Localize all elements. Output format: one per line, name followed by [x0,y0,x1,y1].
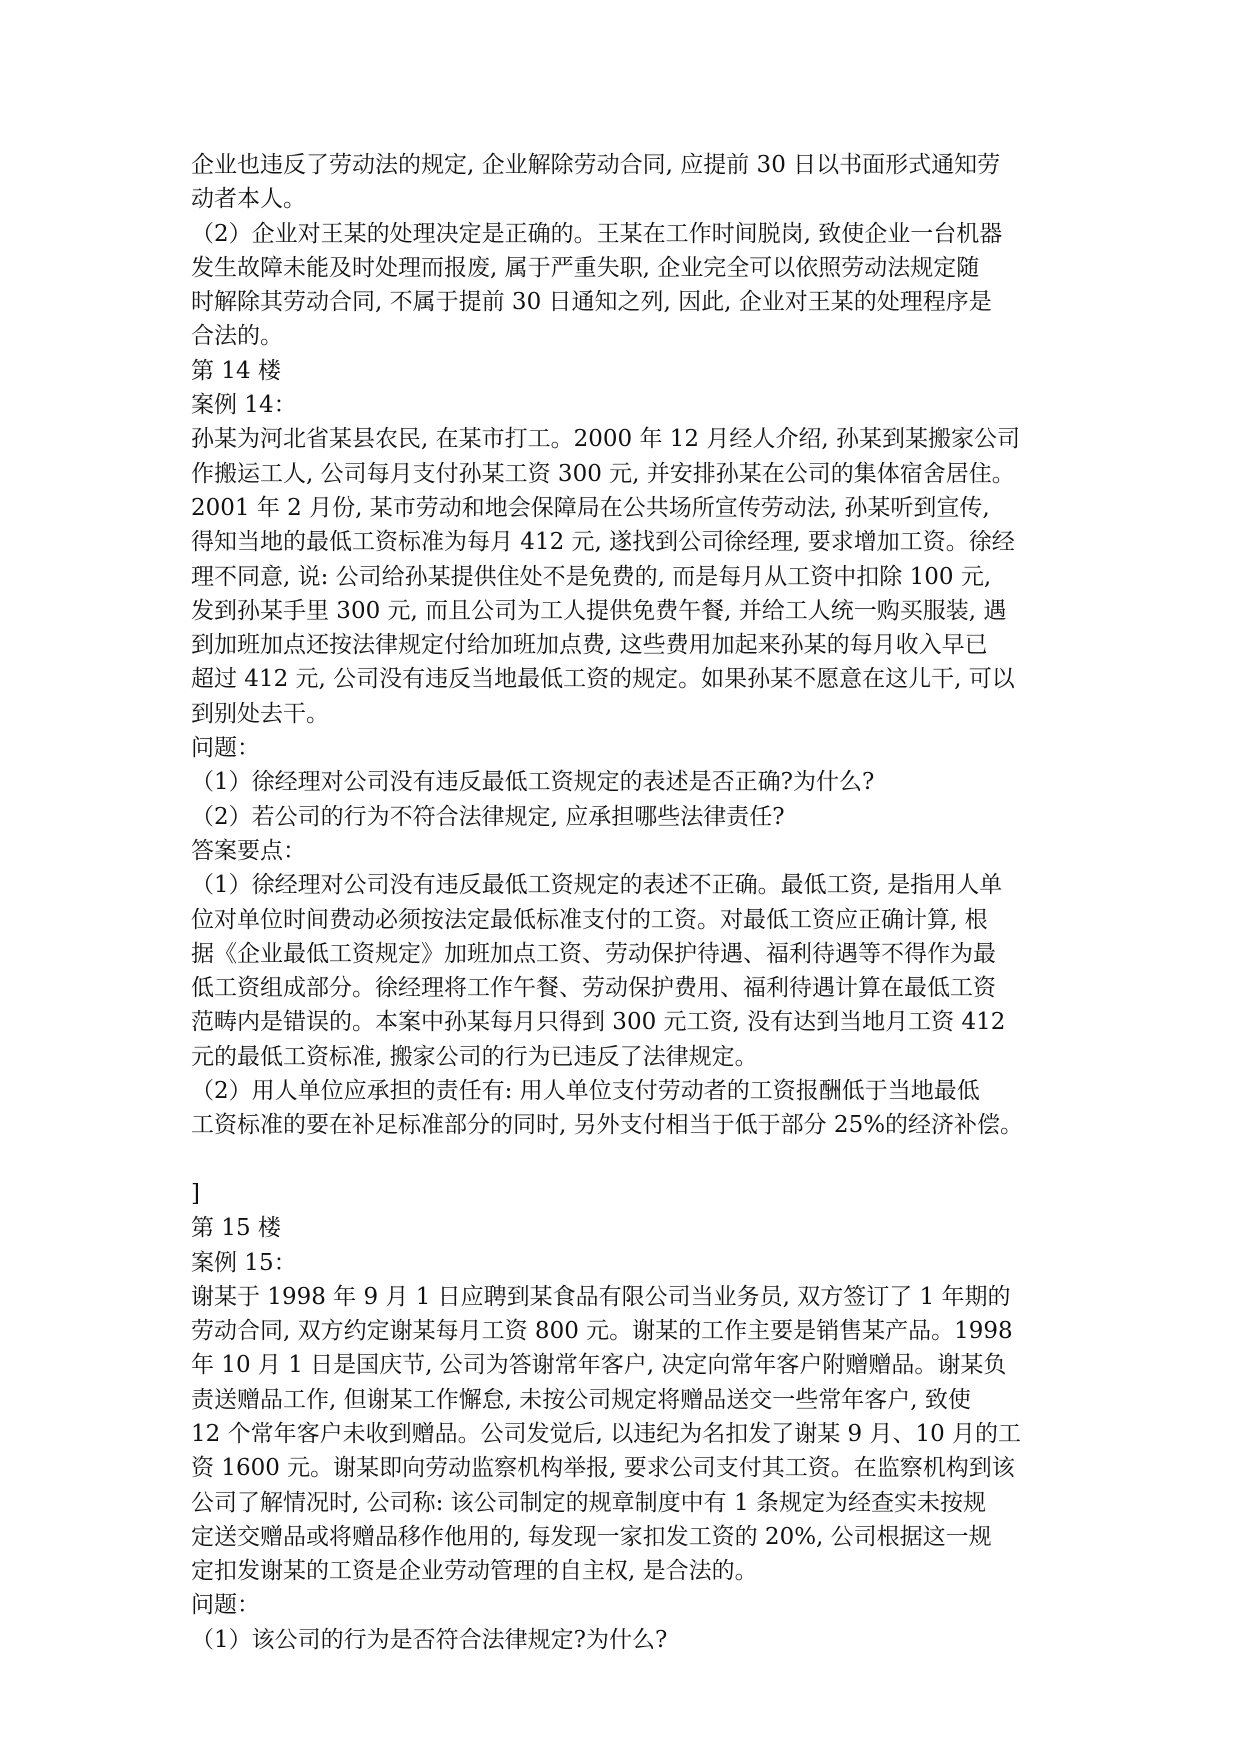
text-line: 工资标准的要在补足标准部分的同时, 另外支付相当于低于部分 25%的经济补偿。 [191,1112,1024,1139]
question-heading: 问题： [191,1592,260,1619]
text-line: 动者本人。 [191,186,306,213]
text-line: （1）徐经理对公司没有违反最低工资规定的表述不正确。最低工资, 是指用人单 [191,872,1003,899]
text-line: 12 个常年客户未收到赠品。公司发觉后, 以违纪为名扣发了谢某 9 月、10 月的工 [191,1420,1022,1447]
text-line: 到别处去干。 [191,700,329,727]
case-title: 案例 15： [191,1249,297,1276]
text-line: 定扣发谢某的工资是企业劳动管理的自主权, 是合法的。 [191,1558,758,1585]
question-list [191,1623,1061,1657]
text-line: 资 1600 元。谢某即向劳动监察机构举报, 要求公司支付其工资。在监察机构到该 [191,1455,1015,1482]
floor-heading: 第 15 楼 [191,1215,281,1242]
text-line: 企业也违反了劳动法的规定, 企业解除劳动合同, 应提前 30 日以书面形式通知劳 [191,152,1001,178]
text-line: 定送交赠品或将赠品移作他用的, 每发现一家扣发工资的 20%, 公司根据这一规 [191,1523,992,1550]
text-line: 范畴内是错误的。本案中孙某每月只得到 300 元工资, 没有达到当地月工资 412 [191,1009,1006,1036]
text-line: 理不同意, 说: 公司给孙某提供住处不是免费的, 而是每月从工资中扣除 100 元, [191,563,992,590]
text-line: 2001 年 2 月份, 某市劳动和地会保障局在公共场所宣传劳动法, 孙某听到宣传, [191,494,990,521]
text-line: 责送赠品工作, 但谢某工作懈怠, 未按公司规定将赠品送交一些常年客户, 致使 [191,1386,971,1413]
text-line: 得知当地的最低工资标准为每月 412 元, 遂找到公司徐经理, 要求增加工资。徐经 [191,529,1015,556]
text-line: 据《企业最低工资规定》加班加点工资、劳动保护待遇、福利待遇等不得作为最 [191,940,996,967]
stray-bracket: ] [191,1180,200,1207]
answer-heading: 答案要点： [191,837,306,864]
text-line: 公司了解情况时, 公司称: 该公司制定的规章制度中有 1 条规定为经查实未按规 [191,1489,986,1516]
case-15-section [191,1211,1061,1657]
text-line: 作搬运工人, 公司每月支付孙某工资 300 元, 并安排孙某在公司的集体宿舍居住。 [191,460,1015,487]
text-line: 超过 412 元, 公司没有违反当地最低工资的规定。如果孙某不愿意在这儿干, 可以 [191,666,1015,693]
text-line: 时解除其劳动合同, 不属于提前 30 日通知之列, 因此, 企业对王某的处理程序是 [191,289,992,316]
previous-case-answer [191,148,1061,354]
case-body [191,422,1061,731]
text-line: 谢某于 1998 年 9 月 1 日应聘到某食品有限公司当业务员, 双方签订了 1 年期的 [191,1283,1011,1310]
case-14-section [191,354,1061,1211]
answer-body [191,868,1061,1142]
question-heading: 问题： [191,735,260,762]
text-line: 劳动合同, 双方约定谢某每月工资 800 元。谢某的工作主要是销售某产品。1998 [191,1318,1013,1345]
text-line: 位对单位时间费动必须按法定最低标准支付的工资。对最低工资应正确计算, 根 [191,906,988,933]
question-list [191,765,1061,834]
document-page [191,148,1061,1657]
question-item: （1）徐经理对公司没有违反最低工资规定的表述是否正确?为什么? [191,769,875,796]
text-line: 孙某为河北省某县农民, 在某市打工。2000 年 12 月经人介绍, 孙某到某搬家公司 [191,426,1020,453]
text-line: 合法的。 [191,323,283,350]
text-line: 发生故障未能及时处理而报废, 属于严重失职, 企业完全可以依照劳动法规定随 [191,254,980,281]
text-line: 低工资组成部分。徐经理将工作午餐、劳动保护费用、福利待遇计算在最低工资 [191,975,996,1002]
case-title: 案例 14： [191,392,297,419]
text-line: 年 10 月 1 日是国庆节, 公司为答谢常年客户, 决定向常年客户附赠赠品。谢某负 [191,1352,1007,1379]
case-body [191,1280,1061,1589]
floor-heading: 第 14 楼 [191,357,281,384]
blank-line [191,1143,1061,1177]
text-line: 元的最低工资标准, 搬家公司的行为已违反了法律规定。 [191,1043,758,1070]
question-item: （2）若公司的行为不符合法律规定, 应承担哪些法律责任? [191,803,785,830]
text-line: （2）企业对王某的处理决定是正确的。王某在工作时间脱岗, 致使企业一台机器 [191,220,1003,247]
question-item: （1）该公司的行为是否符合法律规定?为什么? [191,1626,668,1653]
text-line: 到加班加点还按法律规定付给加班加点费, 这些费用加起来孙某的每月收入早已 [191,632,988,659]
text-line: （2）用人单位应承担的责任有: 用人单位支付劳动者的工资报酬低于当地最低 [191,1078,980,1105]
text-line: 发到孙某手里 300 元, 而且公司为工人提供免费午餐, 并给工人统一购买服装, 遇 [191,597,1007,624]
